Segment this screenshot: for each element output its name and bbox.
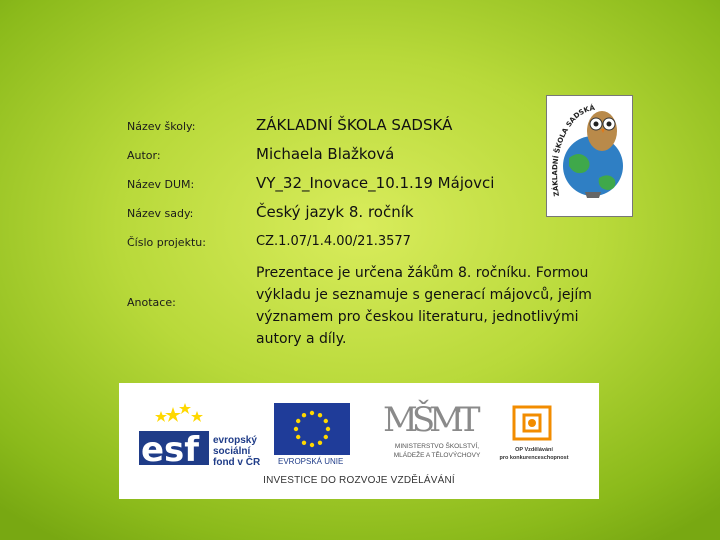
esf-line1: evropský [213,435,257,446]
school-logo [546,95,633,217]
svg-text:esf: esf [141,430,200,467]
esf-mark-icon [139,401,209,467]
label-author: Autor: [127,149,161,162]
label-annotation: Anotace: [127,296,176,309]
funding-banner [119,383,599,499]
msmt-line1: MINISTERSTVO ŠKOLSTVÍ, [394,443,480,450]
label-set: Název sady: [127,207,194,220]
label-school-name: Název školy: [127,120,196,133]
esf-line3: fond v ČR [213,457,261,468]
op-line2: pro konkurenceschopnost [499,455,569,461]
msmt-line2: MLÁDEŽE A TĚLOVÝCHOVY [393,452,481,459]
value-author: Michaela Blažková [256,145,395,163]
value-project: CZ.1.07/1.4.00/21.3577 [256,234,411,249]
msmt-logo [377,399,497,465]
value-set: Český jazyk 8. ročník [256,203,414,221]
esf-logo [139,401,269,467]
label-dum: Název DUM: [127,178,195,191]
eu-logo [274,403,352,467]
msmt-mark-icon [377,399,497,443]
eu-label: EVROPSKÁ UNIE [278,457,344,466]
op-line1: OP Vzdělávání [515,447,553,453]
value-dum: VY_32_Inovace_10.1.19 Májovci [256,174,495,192]
op-mark-icon [484,401,584,445]
eu-flag-icon [274,403,350,455]
school-logo-lettering [547,96,632,216]
label-project: Číslo projektu: [127,236,206,249]
banner-footer-text: INVESTICE DO ROZVOJE VZDĚLÁVÁNÍ [263,475,455,486]
annotation-text: Prezentace je určena žákům 8. ročníku. Formou výkladu je seznamuje s generací májovců, jejím významem pro českou literaturu, jednotlivými autory a díly. [256,265,592,347]
svg-text:ZÁKLADNÍ ŠKOLA SADSKÁ: ZÁKLADNÍ ŠKOLA SADSKÁ [551,103,596,197]
value-school-name: ZÁKLADNÍ ŠKOLA SADSKÁ [256,116,453,134]
op-logo [484,401,584,467]
svg-text:MŠMT: MŠMT [383,400,475,440]
esf-line2: sociální [213,446,251,457]
